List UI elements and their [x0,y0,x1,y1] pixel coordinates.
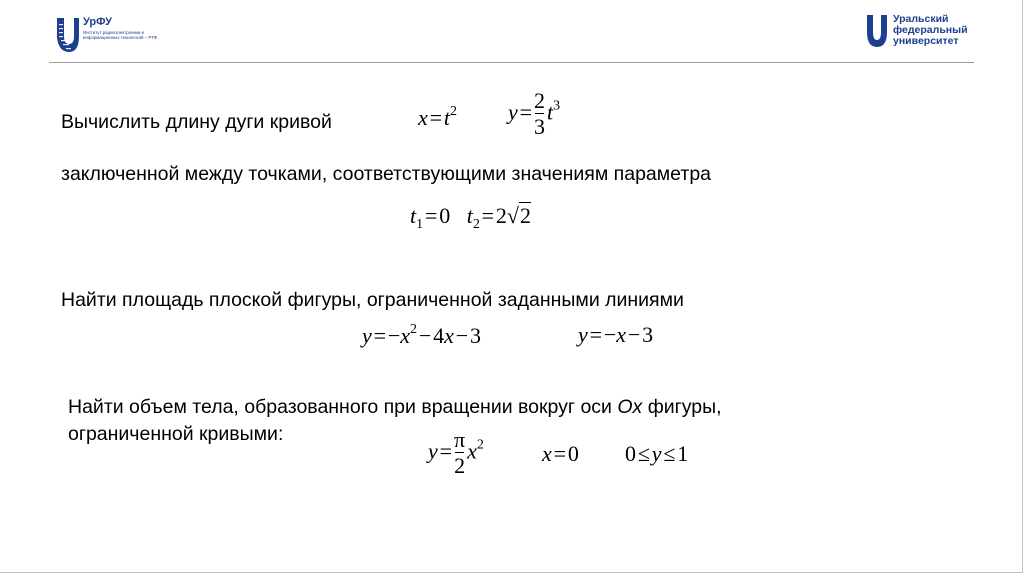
formula-y-equals-two-thirds-t-cubed: y = $\frac{2}{3}$ $t^3$ [508,88,561,139]
ural-federal-university-logo [866,14,986,56]
urfu-logo [55,16,175,60]
formula-y-equals-pi-half-x-squared: y = $\frac{\pi}{2}$ $x^2$ [428,427,484,478]
task3-title-suffix: фигуры, [642,396,722,418]
task3-subtitle: ограниченной кривыми: [68,423,284,445]
formula-line: y = −x − 3 [578,322,654,347]
formula-parabola: y = $-x^2$ − 4x − 3 [362,322,481,348]
task3-axis: Ox [617,396,643,418]
formula-x-equals-t-squared: x = $t^2$ [418,104,457,130]
formula-y-range: 0 ≤ y ≤ 1 [625,441,689,466]
ural-logo-text: Уральский федеральный университет [893,13,968,47]
header-divider [49,62,974,63]
task1-title: Вычислить длину дуги кривой [61,111,332,133]
urfu-emblem-icon [55,16,81,56]
task3-title [68,396,722,419]
urfu-logo-subtitle: Институт радиоэлектроники и информационных технологий – РТФ [83,30,157,40]
formula-parameter-bounds: $t_1$ = 0 $t_2$ = 2√2 [410,203,531,232]
task3-title-prefix: Найти объем тела, образованного при вращении вокруг оси [68,396,618,418]
formula-x-equals-zero: x = 0 [542,441,579,466]
urfu-u-icon [866,14,888,48]
task1-subtitle: заключенной между точками, соответствующими значениям параметра [61,163,712,185]
task2-title: Найти площадь плоской фигуры, ограниченной заданными линиями [61,289,684,311]
urfu-logo-name: УрФУ [83,16,112,28]
